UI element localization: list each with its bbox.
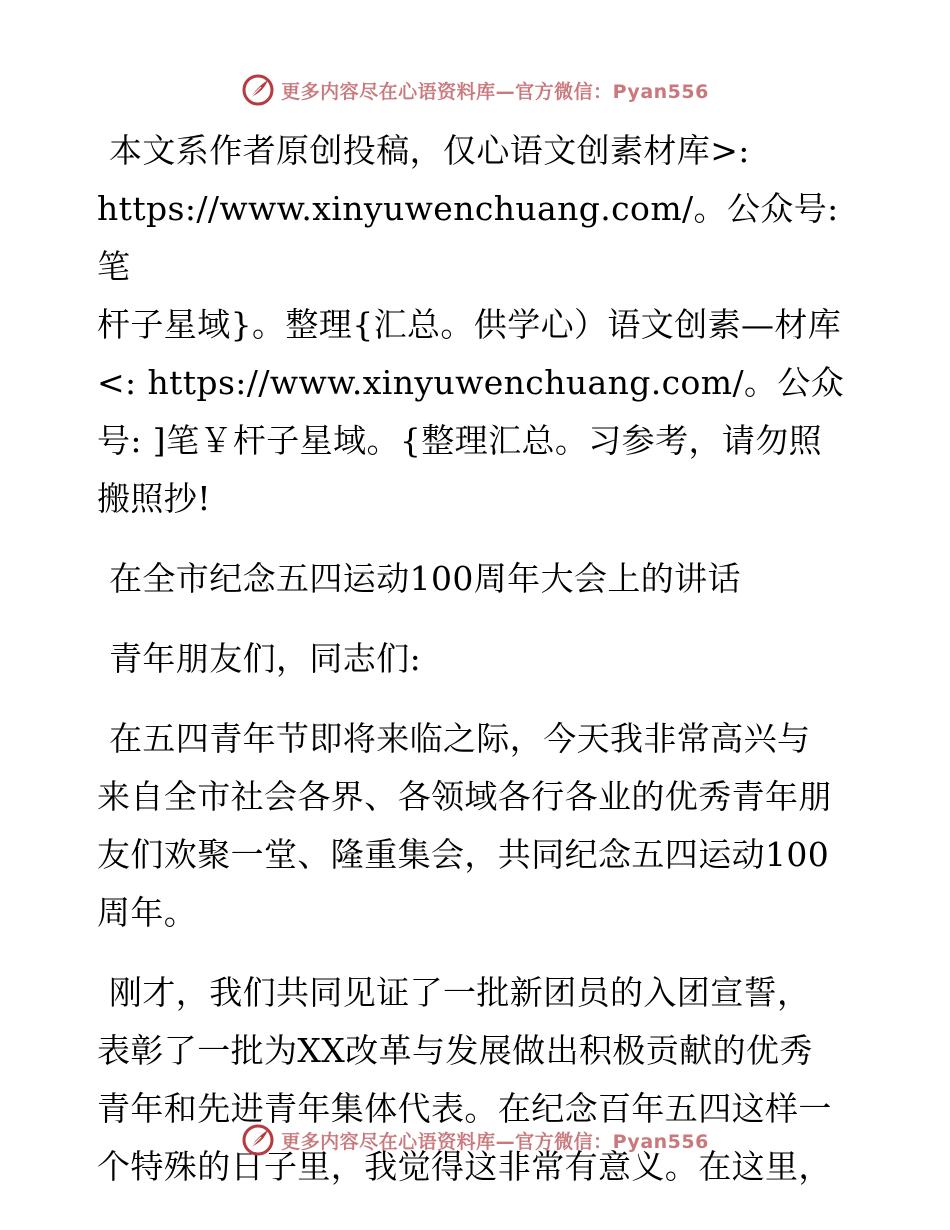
salutation: 青年朋友们，同志们: — [109, 639, 422, 678]
intro-line: 号: ]笔￥杆子星域。{整理汇总。习参考，请勿照 — [97, 421, 823, 460]
paragraph-line: 青年和先进青年集体代表。在纪念百年五四这样一 — [97, 1089, 832, 1128]
paragraph-line: 周年。 — [97, 893, 198, 932]
intro-line: <: https://www.xinyuwenchuang.com/。公众 — [97, 363, 845, 402]
paragraph-line: 表彰了一批为XX改革与发展做出积极贡献的优秀 — [97, 1031, 813, 1070]
intro-block — [97, 122, 857, 528]
intro-line: 杆子星域}。整理{汇总。供学心）语文创素—材库 — [97, 305, 842, 344]
header-watermark — [0, 70, 950, 110]
document-body — [97, 122, 857, 1196]
header-watermark-text: 更多内容尽在心语资料库—官方微信：Pyan556 — [281, 80, 709, 103]
document-title: 在全市纪念五四运动100周年大会上的讲话 — [109, 559, 741, 598]
paragraph-2 — [97, 964, 857, 1196]
paragraph-line: 来自全市社会各界、各领域各行各业的优秀青年朋 — [97, 777, 832, 816]
footer-watermark — [0, 1120, 950, 1160]
paragraph-line: 个特殊的日子里，我觉得这非常有意义。在这里， — [97, 1147, 832, 1186]
intro-line: https://www.xinyuwenchuang.com/。公众号: 笔 — [97, 189, 850, 286]
paragraph-line: 在五四青年节即将来临之际，今天我非常高兴与 — [109, 719, 811, 758]
intro-line: 搬照抄! — [97, 479, 211, 518]
intro-line: 本文系作者原创投稿，仅心语文创素材库>: — [109, 131, 750, 170]
feather-pen-circle-icon — [241, 73, 275, 107]
feather-pen-circle-icon — [241, 1123, 275, 1157]
paragraph-1 — [97, 710, 857, 942]
footer-watermark-text: 更多内容尽在心语资料库—官方微信：Pyan556 — [281, 1130, 709, 1153]
paragraph-line: 友们欢聚一堂、隆重集会，共同纪念五四运动100 — [97, 835, 830, 874]
paragraph-line: 刚才，我们共同见证了一批新团员的入团宣誓， — [109, 973, 811, 1012]
